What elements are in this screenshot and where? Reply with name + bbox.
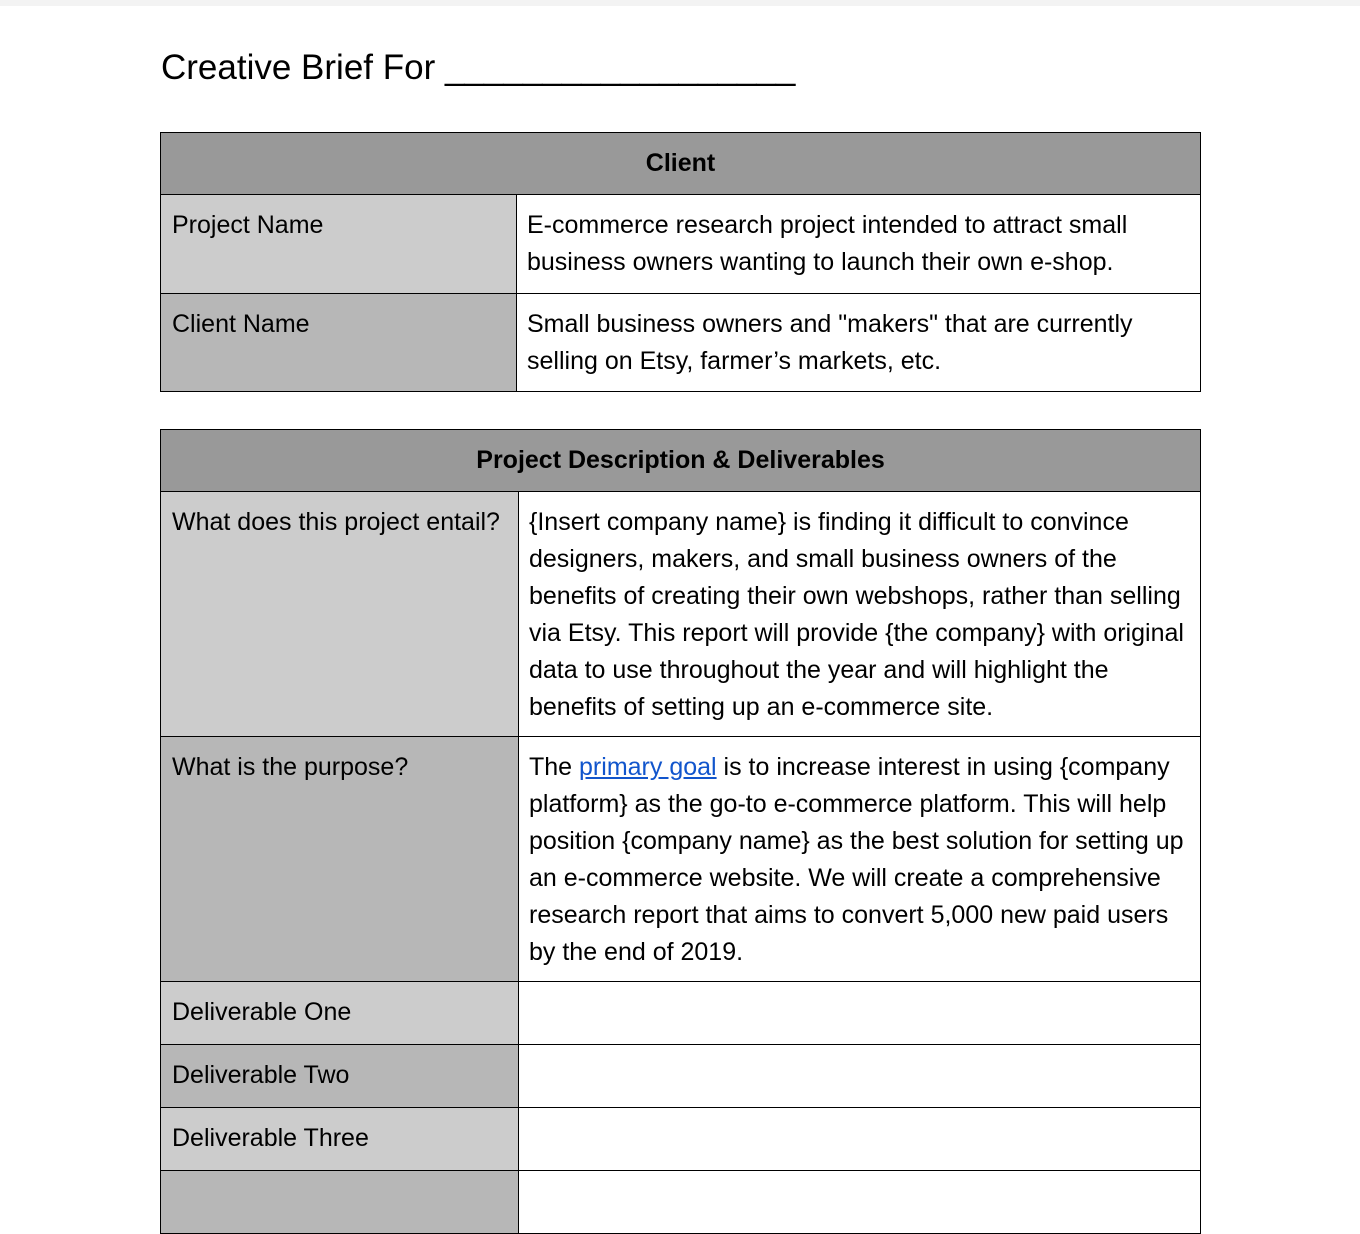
table-row (161, 492, 1201, 737)
table-row (161, 737, 1201, 982)
client-name-value[interactable]: Small business owners and "makers" that are currently selling on Etsy, farmer’s markets, etc. (517, 294, 1201, 392)
client-name-label: Client Name (161, 294, 517, 392)
project-name-value[interactable]: E-commerce research project intended to attract small business owners wanting to launch their own e-shop. (517, 195, 1201, 294)
entail-label: What does this project entail? (161, 492, 519, 737)
purpose-text-start: The (529, 753, 580, 781)
client-header-row (161, 133, 1201, 195)
table-row (161, 195, 1201, 294)
client-table (160, 132, 1201, 392)
next-row-label (161, 1171, 519, 1234)
purpose-value[interactable] (519, 737, 1201, 982)
table-row (161, 294, 1201, 392)
client-table-header: Client (161, 133, 1201, 195)
entail-value[interactable]: {Insert company name} is finding it difficult to convince designers, makers, and small business owners of the benefits of creating their own webshops, rather than selling via Etsy. This report will provide {the company} with original data to use throughout the year and will highlight the benefits of setting up an e-commerce site. (519, 492, 1201, 737)
deliverable-two-value[interactable] (519, 1045, 1201, 1108)
next-row-value[interactable] (519, 1171, 1201, 1234)
document-top-edge (0, 0, 1360, 6)
project-table-header: Project Description & Deliverables (161, 430, 1201, 492)
project-header-row (161, 430, 1201, 492)
purpose-label: What is the purpose? (161, 737, 519, 982)
table-row (161, 1045, 1201, 1108)
table-row (161, 1108, 1201, 1171)
deliverable-three-value[interactable] (519, 1108, 1201, 1171)
table-row (161, 1171, 1201, 1234)
deliverable-three-label: Deliverable Three (161, 1108, 519, 1171)
deliverable-one-label: Deliverable One (161, 982, 519, 1045)
project-name-label: Project Name (161, 195, 517, 294)
deliverable-two-label: Deliverable Two (161, 1045, 519, 1108)
document-title[interactable]: Creative Brief For __________________ (161, 48, 796, 87)
project-description-table (160, 429, 1201, 1234)
primary-goal-link[interactable]: primary goal (579, 753, 717, 781)
table-row (161, 982, 1201, 1045)
purpose-text-end: is to increase interest in using {company platform} as the go-to e-commerce platform. This will help position {company name} as the best solution for setting up an e-commerce website. We will create a comprehensive research report that aims to convert 5,000 new paid users by the end of 2019. (529, 753, 1184, 966)
deliverable-one-value[interactable] (519, 982, 1201, 1045)
